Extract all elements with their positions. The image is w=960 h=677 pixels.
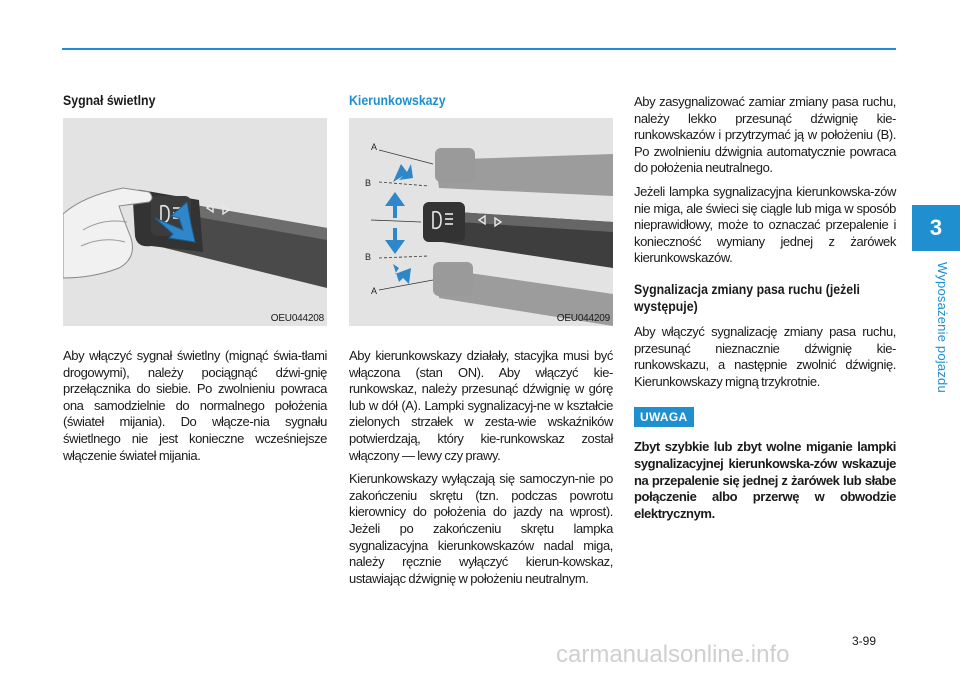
section-heading: Kierunkowskazy bbox=[349, 92, 446, 108]
turn-signal-illustration bbox=[349, 118, 613, 326]
figure-turn-signals bbox=[349, 118, 613, 326]
label-a-top: A bbox=[371, 142, 378, 152]
label-b-bottom: B bbox=[365, 252, 372, 262]
stalk-pull-illustration bbox=[63, 118, 327, 326]
figure-code: OEU044209 bbox=[556, 313, 610, 324]
body-paragraph: Aby zasygnalizować zamiar zmiany pasa ruchu, należy lekko przesunąć dźwignię kie-runkowskazów i przytrzymać ją w położeniu (B). Po zwolnieniu dźwignia automatycznie powraca do położenia neutralnego. bbox=[634, 94, 896, 176]
body-paragraph: Jeżeli lampka sygnalizacyjna kierunkowska-zów nie miga, ale świeci się ciągle lub miga w sposób nieprawidłowy, może to oznaczać przepalenie i konieczność wymiany jednej z żarówek kierunkowskazów. bbox=[634, 183, 896, 266]
figure-code: OEU044208 bbox=[270, 313, 324, 324]
section-heading: Sygnał świetlny bbox=[63, 92, 156, 108]
column-left bbox=[63, 92, 327, 471]
column-right bbox=[634, 94, 896, 529]
body-paragraph: Aby włączyć sygnalizację zmiany pasa ruchu, przesunąć nieznacznie dźwignię kie-runkowskazu, a następnie zwolnić dźwignię. Kierunkowskazy migną trzykrotnie. bbox=[634, 323, 896, 389]
figure-flash-to-pass bbox=[63, 118, 327, 326]
body-paragraph: Kierunkowskazy wyłączają się samoczyn-nie po zakończeniu skrętu (tzn. podczas powrotu kierownicy do położenia do jazdy na wprost). Jeżeli po zakończeniu skrętu lampka sygnalizacyjna kierunkowskazów nadal miga, należy ręcznie wyłączyć kierun-kowskaz, ustawiając dźwignię w położeniu neutralnym. bbox=[349, 471, 613, 586]
arrow-down-b bbox=[385, 228, 405, 254]
body-paragraph: Aby kierunkowskazy działały, stacyjka musi być włączona (stan ON). Aby włączyć kie-runkowskaz, należy przesunąć dźwignię w górę lub w dół (A). Lampki sygnalizacyj-ne w kształcie zielonych strzałek w zesta-wie wskaźników potwierdzają, który kie-runkowskaz został włączony — lewy czy prawy. bbox=[349, 348, 613, 463]
page-number: 3-99 bbox=[852, 634, 877, 648]
arrow-up-b bbox=[385, 192, 405, 218]
label-a-bottom: A bbox=[371, 286, 378, 296]
chapter-label: Wyposażenie pojazdu bbox=[935, 262, 950, 393]
arrow-up-a bbox=[393, 164, 413, 182]
body-paragraph: Aby włączyć sygnał świetlny (mignąć świa-tłami drogowymi), należy pociągnąć dźwi-gnię przełącznika do siebie. Po zwolnieniu powraca ona samodzielnie do normalnego położenia (świateł mijania). Do włącze-nia sygnału świetlnego nie jest konieczne wcześniejsze włączenie świateł mijania. bbox=[63, 348, 327, 463]
section-heading: Sygnalizacja zmiany pasa ruchu (jeżeli występuje) bbox=[634, 280, 860, 314]
label-b-top: B bbox=[365, 178, 372, 188]
warning-badge: UWAGA bbox=[634, 407, 694, 427]
arrow-down-a bbox=[393, 264, 411, 284]
warning-paragraph: Zbyt szybkie lub zbyt wolne miganie lampki sygnalizacyjnej kierunkowska-zów wskazuje na przepalenie się jednej z żarówek lub słabe połączenie albo przerwę w obwodzie elektrycznym. bbox=[634, 439, 896, 521]
chapter-tab: 3 bbox=[912, 205, 960, 251]
column-middle bbox=[349, 92, 613, 594]
header-rule bbox=[62, 48, 896, 50]
watermark: carmanualsonline.info bbox=[556, 641, 790, 668]
